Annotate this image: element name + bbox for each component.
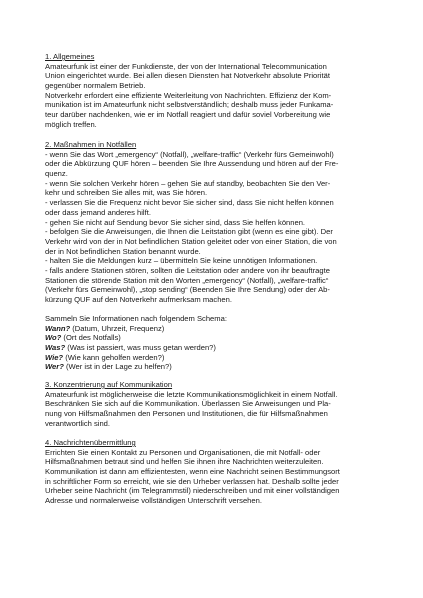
section-schema <box>45 314 395 372</box>
body-line: verantwortlich sind. <box>45 418 110 428</box>
schema-item <box>45 353 395 363</box>
section-nachrichtenuebermittlung <box>45 438 395 506</box>
body-line: Adresse und normalerweise vollständigen Unterschrift versehen. <box>45 496 262 506</box>
schema-item <box>45 324 395 334</box>
body-line: in schriftlicher Form so erreicht, wie sie den Urheber verlassen hat. Deshalb sollte jeder <box>45 476 339 486</box>
body-line: quenz. <box>45 169 68 179</box>
body-line: oder dass jemand anderes hilft. <box>45 207 151 217</box>
body-line: Errichten Sie einen Kontakt zu Personen und Organisationen, die mit Notfall- oder <box>45 447 321 457</box>
section-heading: 4. Nachrichtenübermittlung <box>45 438 136 447</box>
body-line: - gehen Sie nicht auf Sendung bevor Sie sicher sind, dass Sie helfen können. <box>45 217 306 227</box>
body-line: gegenüber normalem Betrieb. <box>45 81 146 91</box>
schema-text: (Ort des Notfalls) <box>61 333 121 343</box>
body-line: - verlassen Sie die Frequenz nicht bevor Sie sicher sind, dass Sie nicht helfen können <box>45 198 334 208</box>
body-line: - wenn Sie solchen Verkehr hören – gehen Sie auf standby, beobachten Sie den Ver- <box>45 178 331 188</box>
schema-question: Was? <box>45 343 66 353</box>
body-line: kürzung QUF auf den Notverkehr aufmerksam machen. <box>45 295 232 304</box>
body-line: teur darüber nachdenken, wie er im Notfall reagiert und dafür soviel Vorbereitung wie <box>45 110 331 120</box>
body-line: möglich treffen. <box>45 119 97 129</box>
body-line: Amateurfunk ist möglicherweise die letzte Kommunikationsmöglichkeit in einem Notfall. <box>45 389 338 399</box>
body-line: Hilfsmaßnahmen betraut sind und helfen Sie ihnen ihre Nachrichten weiterzuleiten. <box>45 457 324 467</box>
schema-text: (Wie kann geholfen werden?) <box>63 352 165 362</box>
body-line: Beschränken Sie sich auf die Kommunikation. Überlassen Sie Anweisungen und Pla- <box>45 399 331 409</box>
schema-text: (Was ist passiert, was muss getan werden?) <box>65 343 216 353</box>
section-kommunikation <box>45 380 395 428</box>
section-heading: 1. Allgemeines <box>45 52 95 61</box>
body-line: (Verkehr fürs Gemeinwohl), „stop sending“ (Beenden Sie Ihre Sendung) oder der Ab- <box>45 285 330 295</box>
schema-question: Wie? <box>45 352 64 362</box>
body-line: der in Not befindlichen Station benannt wurde. <box>45 246 201 256</box>
schema-item <box>45 343 395 353</box>
schema-question: Wo? <box>45 333 62 343</box>
body-line: - halten Sie die Meldungen kurz – übermitteln Sie keine unnötigen Informationen. <box>45 256 318 266</box>
body-line: Urheber seine Nachricht (im Telegrammstil) niederschreiben und mit einer vollständigen <box>45 486 340 496</box>
schema-question: Wann? <box>45 323 71 333</box>
body-line: nung von Hilfsmaßnahmen den Personen und Institutionen, die für Hilfsmaßnahmen <box>45 409 328 419</box>
body-line: Notverkehr erfordert eine effiziente Weiterleitung von Nachrichten. Effizienz der Kom- <box>45 90 332 100</box>
body-line: - wenn Sie das Wort „emergency“ (Notfall), „welfare-traffic“ (Verkehr fürs Gemeinwohl) <box>45 149 334 159</box>
schema-text: (Datum, Uhrzeit, Frequenz) <box>70 323 165 333</box>
section-allgemeines <box>45 52 395 130</box>
schema-question: Wer? <box>45 362 64 372</box>
section-heading: 2. Maßnahmen in Notfällen <box>45 140 137 149</box>
section-heading: 3. Konzentrierung auf Kommunikation <box>45 380 173 389</box>
body-line: - falls andere Stationen stören, sollten die Leitstation oder andere von ihr beauftragte <box>45 265 330 275</box>
body-line: Verkehr wird von der in Not befindlichen Station geleitet oder von einer Station, die von <box>45 236 337 246</box>
body-line: Amateurfunk ist einer der Funkdienste, der von der International Telecommunication <box>45 61 327 71</box>
body-line: Kommunikation ist dann am effizientesten, wenn eine Nachricht seinen Bestimmungsort <box>45 467 340 477</box>
schema-item <box>45 362 395 372</box>
section-massnahmen <box>45 140 395 305</box>
schema-item <box>45 333 395 343</box>
body-line: - befolgen Sie die Anweisungen, die Ihnen die Leitstation gibt (wenn es eine gibt). Der <box>45 227 333 237</box>
body-line: Stationen die störende Station mit den Worten „emergency“ (Notfall), „welfare-traffic“ <box>45 275 329 285</box>
schema-intro: Sammeln Sie Informationen nach folgendem Schema: <box>45 314 227 323</box>
body-line: oder die Abkürzung QUF hören – beenden Sie Ihre Aussendung und hören auf der Fre- <box>45 159 339 169</box>
body-line: Union eingerichtet wurde. Bei allen diesen Diensten hat Notverkehr absolute Priorität <box>45 71 330 81</box>
body-line: munikation ist im Amateurfunk nicht selbstverständlich; deshalb muss jeder Funkama- <box>45 100 334 110</box>
body-line: kehr und schreiben Sie alles mit, was Sie hören. <box>45 188 208 198</box>
schema-text: (Wer ist in der Lage zu helfen?) <box>63 362 172 372</box>
